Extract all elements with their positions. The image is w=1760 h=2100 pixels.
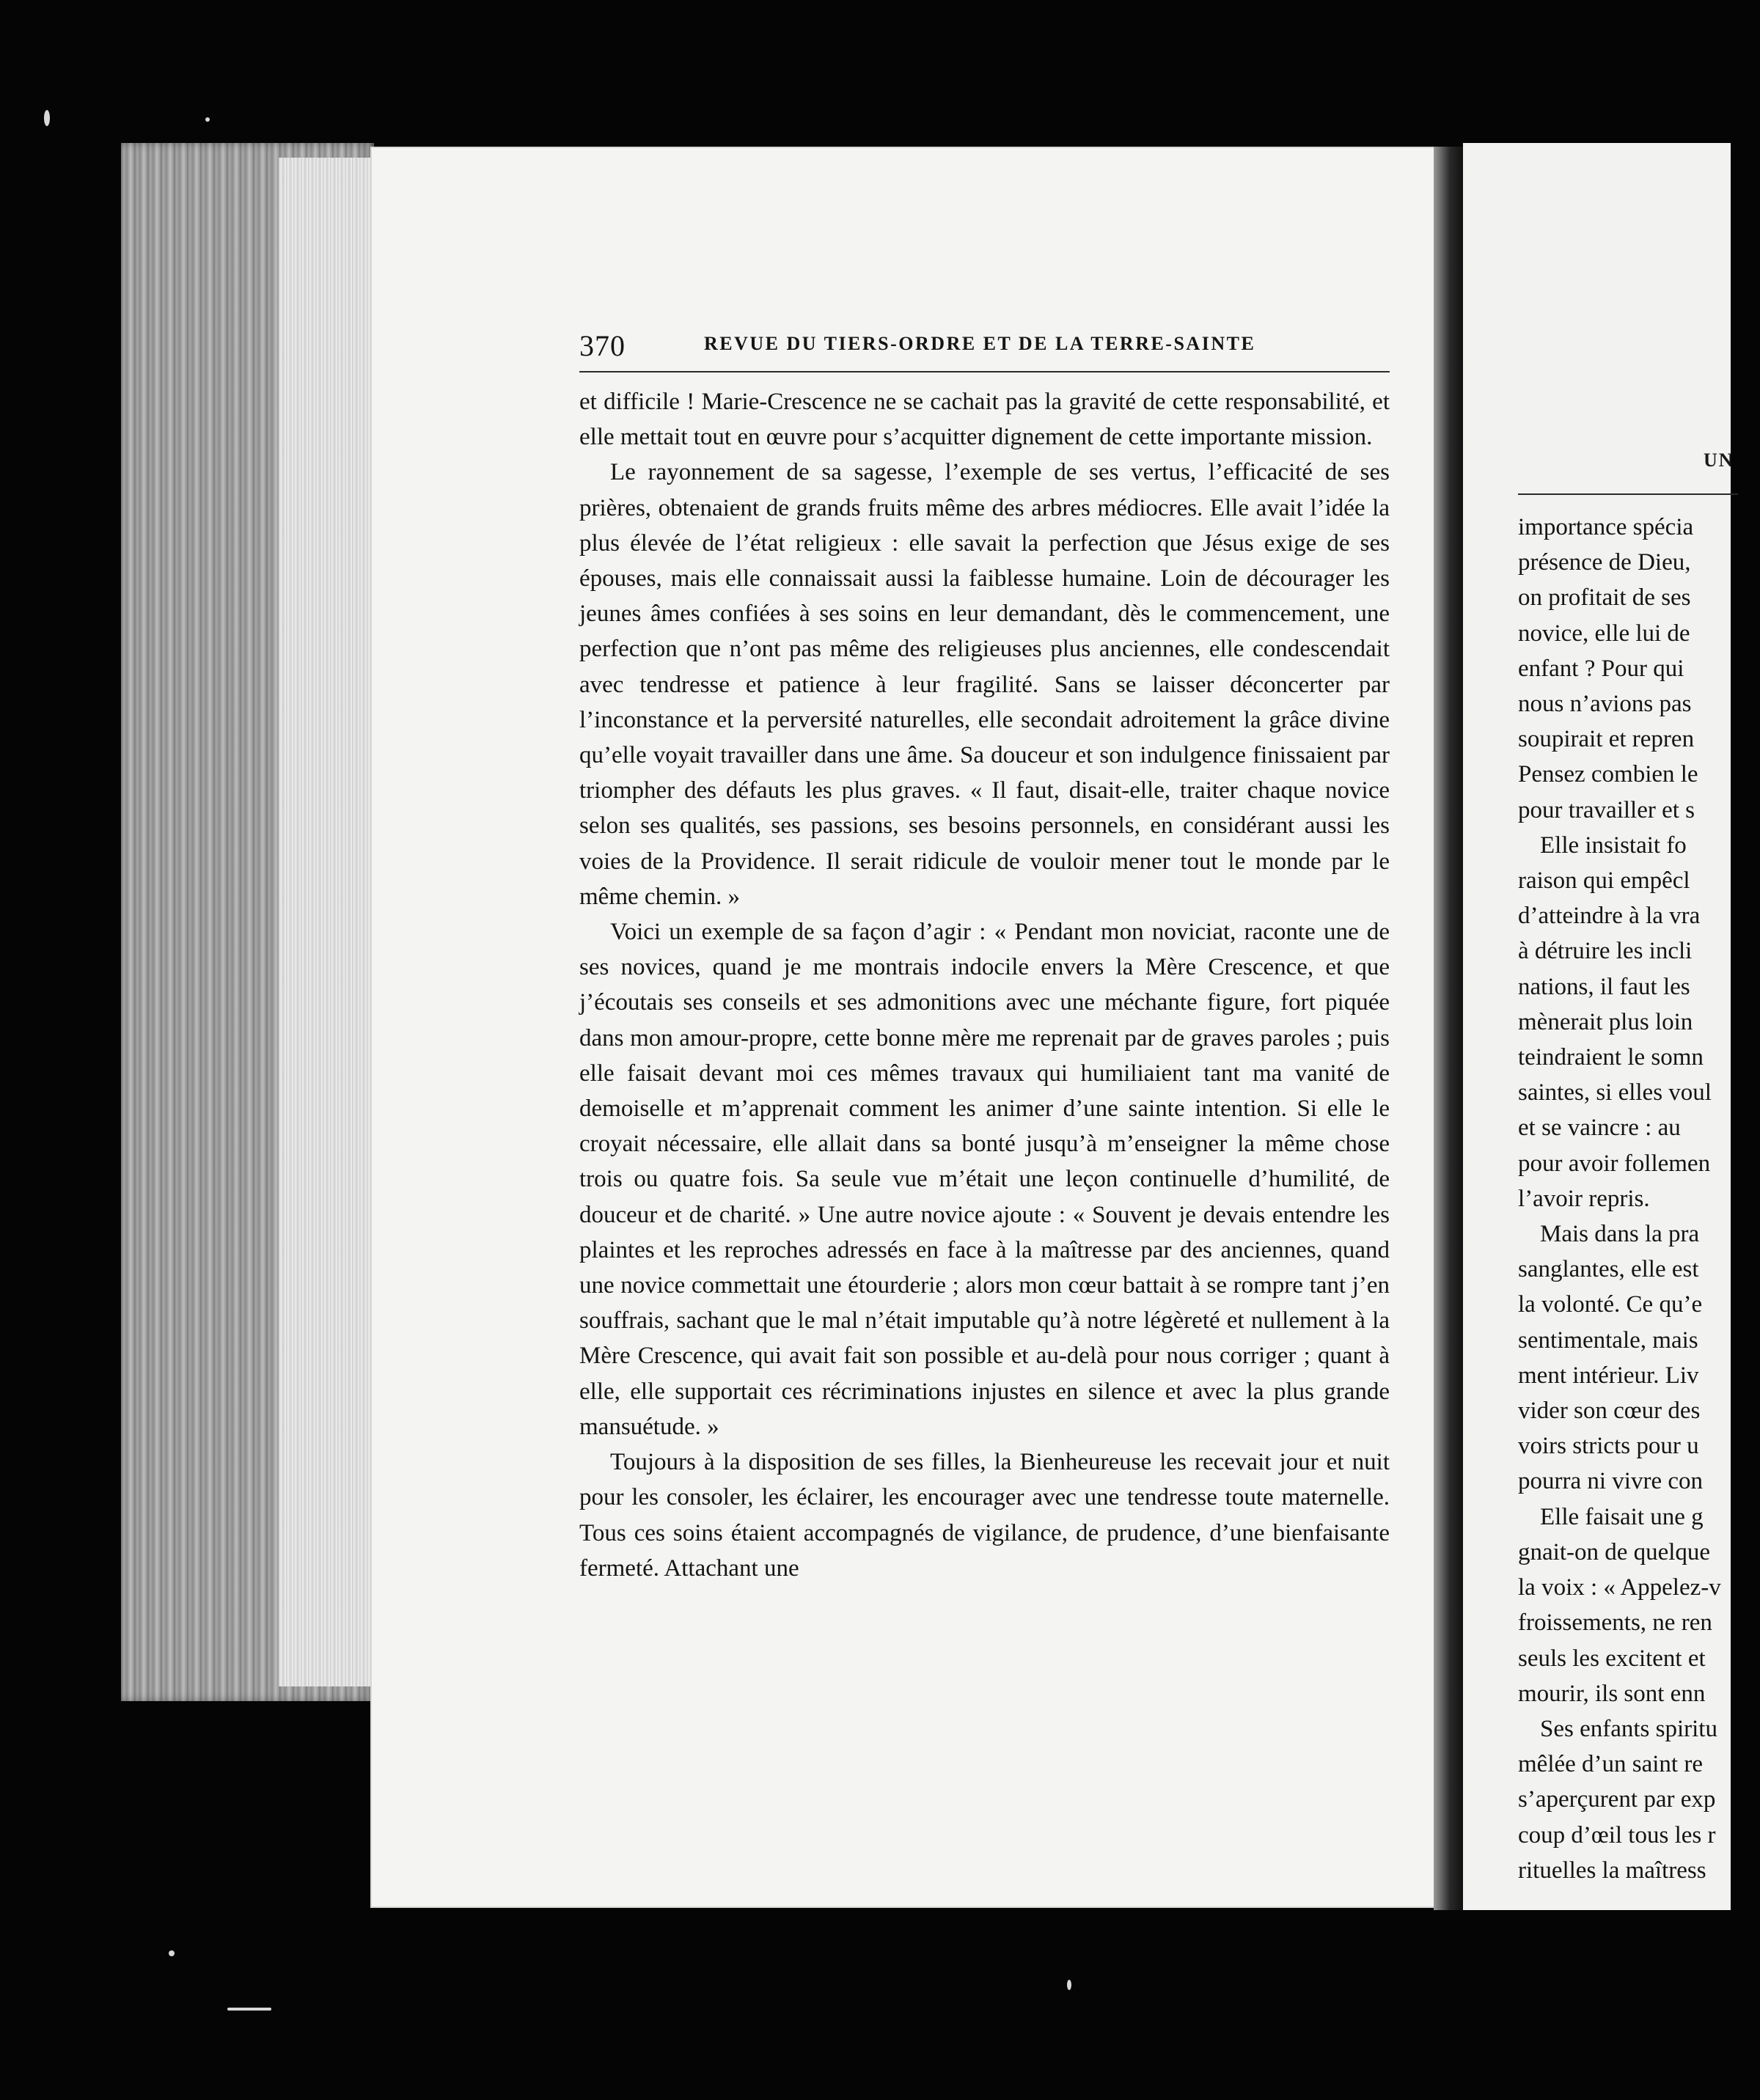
right-page-line: la voix : « Appelez-v	[1518, 1574, 1721, 1601]
right-page-line: mourir, ils sont enn	[1518, 1680, 1706, 1707]
dust-speck	[169, 1950, 175, 1956]
right-page-line: Mais dans la pra	[1540, 1221, 1700, 1248]
right-page-line: la volonté. Ce qu’e	[1518, 1291, 1703, 1318]
paragraph-2: Le rayonnement de sa sagesse, l’exemple de ses vertus, l’efficacité de ses prières, obtenaient de grands fruits même des arbres médiocres. Elle avait l’idée la plus élevée de l’état religieux : elle savait la perfection que Jésus exige de ses épouses, mais elle connaissait aussi la faiblesse humaine. Loin de décourager les jeunes âmes confiées à ses soins en leur demandant, dès le commencement, une perfection que n’ont pas même des religieuses plus anciennes, elle condescendait avec tendresse et patience à leur fragilité. Sans se laisser déconcerter par l’inconstance et la perversité naturelles, elle secondait adroitement la grâce divine qu’elle voyait travailler dans une âme. Sa douceur et son indulgence finissaient par triompher des défauts les plus graves. « Il faut, disait-elle, traiter chaque novice selon ses qualités, ses passions, ses besoins personnels, en considérant aussi les voies de la Providence. Il serait ridicule de vouloir mener tout le monde par le même chemin. »	[579, 459, 1390, 910]
book-page-edges-inner	[279, 158, 374, 1686]
right-page-line: seuls les excitent et	[1518, 1645, 1706, 1672]
right-page-line: ment intérieur. Liv	[1518, 1362, 1699, 1389]
journal-title: REVUE DU TIERS-ORDRE ET DE LA TERRE-SAINTE	[704, 333, 1256, 354]
right-page-line: voirs stricts pour u	[1518, 1433, 1699, 1460]
right-page-line: saintes, si elles voul	[1518, 1079, 1712, 1106]
book-gutter	[1434, 147, 1463, 1910]
running-head	[579, 328, 1390, 372]
dust-speck	[227, 2008, 271, 2011]
right-page-line: nations, il faut les	[1518, 973, 1690, 1000]
right-page-line: pourra ni vivre con	[1518, 1468, 1703, 1495]
right-page-line: s’aperçurent par exp	[1518, 1786, 1716, 1813]
right-page-line: enfant ? Pour qui	[1518, 655, 1684, 682]
right-page-line: sentimentale, mais	[1518, 1326, 1698, 1354]
right-page-text	[1518, 510, 1760, 1888]
right-page-line: rituelles la maîtress	[1518, 1857, 1706, 1884]
dust-speck	[205, 117, 210, 122]
right-page-line: teindraient le somn	[1518, 1044, 1704, 1071]
right-page-line: et se vaincre : au	[1518, 1115, 1681, 1142]
right-page-line: Elle insistait fo	[1540, 831, 1687, 859]
body-text	[579, 384, 1390, 1586]
page-number: 370	[579, 329, 626, 362]
right-page	[1463, 143, 1734, 1910]
right-page-line: importance spécia	[1518, 514, 1694, 540]
dust-speck	[44, 110, 50, 126]
right-page-line: coup d’œil tous les r	[1518, 1821, 1716, 1848]
right-page-line: soupirait et repren	[1518, 726, 1695, 753]
right-page-line: pour avoir follemen	[1518, 1150, 1711, 1177]
right-page-line: mêlée d’un saint re	[1518, 1751, 1703, 1778]
right-page-line: sanglantes, elle est	[1518, 1256, 1699, 1283]
right-page-line: pour travailler et s	[1518, 796, 1695, 823]
paragraph-3: Voici un exemple de sa façon d’agir : « Pendant mon noviciat, raconte une de ses novices, quand je me montrais indocile envers la Mère Crescence, et que j’écoutais ses conseils et ses admonitions avec une méchante figure, fort piquée dans mon amour-propre, cette bonne mère me reprenait par de graves paroles ; puis elle faisait devant moi ces mêmes travaux qui humiliaient tant ma vanité de demoiselle et m’apprenait comment les animer d’une sainte intention. Si elle le croyait nécessaire, elle allait dans sa bonté jusqu’à m’enseigner la même chose trois ou quatre fois. Sa seule vue m’était une leçon continuelle d’humilité, de douceur et de charité. » Une autre novice ajoute : « Souvent je devais entendre les plaintes et les reproches adressés en face à la maîtresse par des anciennes, quand une novice commettait une étourderie ; alors mon cœur battait à se rompre tant j’en souffrais, sachant que le mal n’était imputable qu’à notre légèreté et nullement à la Mère Crescence, qui avait fait son possible et au-delà pour nous corriger ; quant à elle, elle supportait ces récriminations injustes en silence et avec la plus grande mansuétude. »	[579, 919, 1390, 1440]
right-page-line: à détruire les incli	[1518, 938, 1693, 965]
right-page-line: mènerait plus loin	[1518, 1008, 1693, 1035]
paragraph-4: Toujours à la disposition de ses filles, la Bienheureuse les recevait jour et nuit pour les consoler, les éclairer, les encourager avec une tendresse toute maternelle. Tous ces soins étaient accompagnés de vigilance, de prudence, d’une bienfaisante fermeté. Attachant une	[579, 1449, 1390, 1582]
right-page-line: on profitait de ses	[1518, 584, 1691, 612]
right-page-line: nous n’avions pas	[1518, 691, 1692, 718]
right-page-line: vider son cœur des	[1518, 1398, 1701, 1425]
right-head-rule	[1518, 493, 1738, 495]
right-page-line: Elle faisait une g	[1540, 1503, 1704, 1530]
dust-speck	[1067, 1980, 1071, 1990]
right-page-line: d’atteindre à la vra	[1518, 903, 1701, 930]
right-page-line: novice, elle lui de	[1518, 620, 1690, 647]
right-page-line: raison qui empêcl	[1518, 867, 1690, 895]
right-page-line: présence de Dieu,	[1518, 549, 1691, 576]
right-page-line: gnait-on de quelque	[1518, 1538, 1711, 1565]
right-page-line: l’avoir repris.	[1518, 1185, 1650, 1212]
right-page-line: Pensez combien le	[1518, 761, 1698, 788]
paragraph-1: et difficile ! Marie-Crescence ne se cachait pas la gravité de cette responsabilité, et elle mettait tout en œuvre pour s’acquitter dignement de cette importante mission.	[579, 389, 1390, 451]
right-running-head: UN	[1704, 449, 1734, 471]
right-page-line: froissements, ne ren	[1518, 1609, 1712, 1637]
right-page-line: Ses enfants spiritu	[1540, 1715, 1717, 1742]
